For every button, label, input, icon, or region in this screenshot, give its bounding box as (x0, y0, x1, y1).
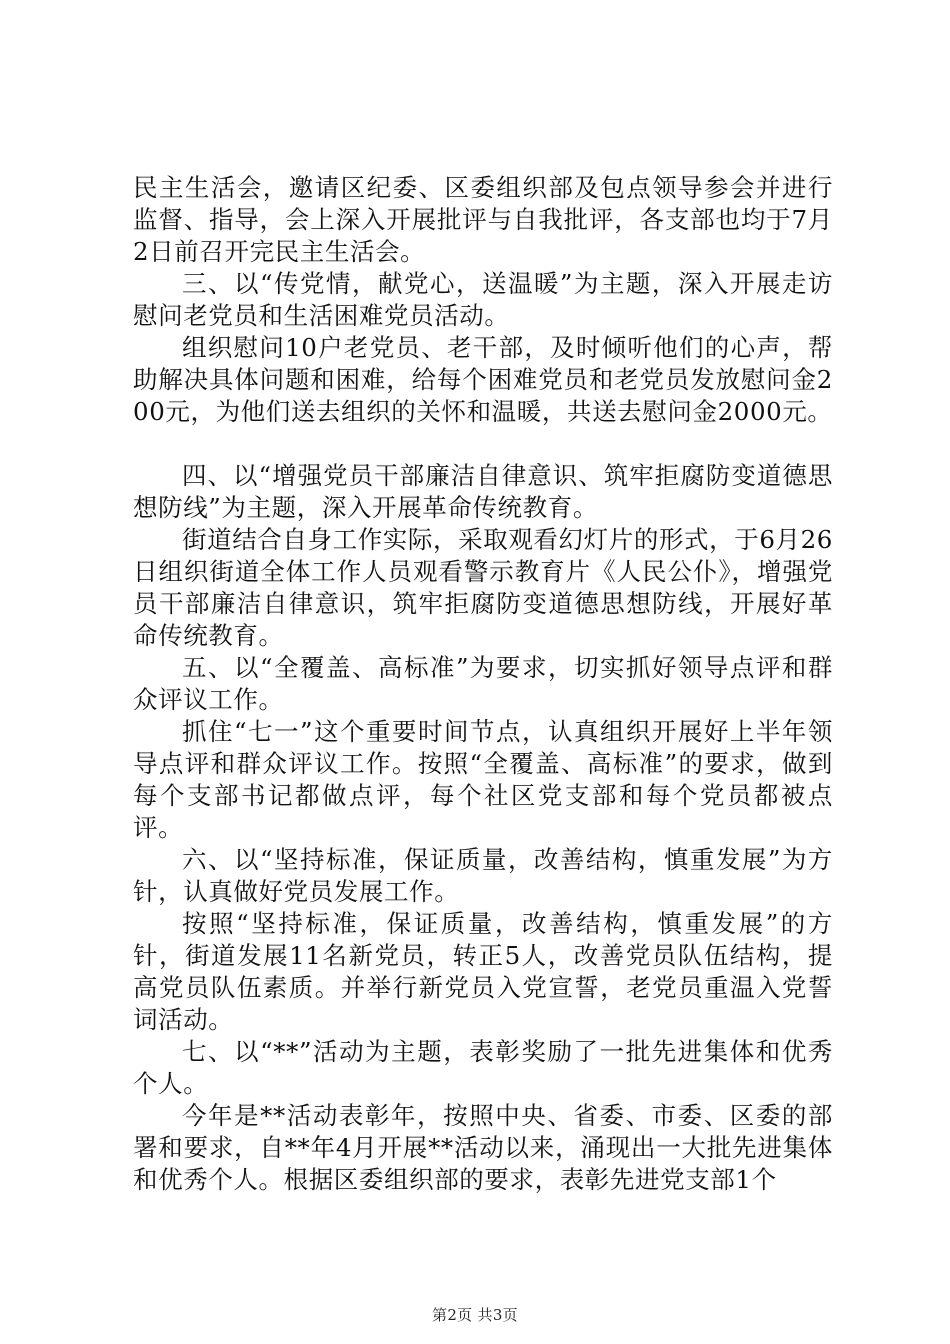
document-body (133, 172, 833, 1196)
section-heading-4: 四、以“增强党员干部廉洁自律意识、筑牢拒腐防变道德思想防线”为主题，深入开展革命传统教育。 (133, 461, 833, 522)
paragraph-continued-democratic-life-meeting: 民主生活会，邀请区纪委、区委组织部及包点领导参会并进行监督、指导，会上深入开展批评与自我批评，各支部也均于7月2日前召开完民主生活会。 (133, 173, 833, 266)
paragraph-commendation: 今年是**活动表彰年，按照中央、省委、市委、区委的部署和要求，自**年4月开展**活动以来，涌现出一大批先进集体和优秀个人。根据区委组织部的要求，表彰先进党支部1个 (133, 1101, 833, 1194)
paragraph-member-development: 按照“坚持标准，保证质量，改善结构，慎重发展”的方针，街道发展11名新党员，转正5人，改善党员队伍结构，提高党员队伍素质。并举行新党员入党宣誓，老党员重温入党誓词活动。 (133, 909, 833, 1034)
section-heading-6: 六、以“坚持标准，保证质量，改善结构，慎重发展”为方针，认真做好党员发展工作。 (133, 845, 833, 906)
paragraph-leader-review: 抓住“七一”这个重要时间节点，认真组织开展好上半年领导点评和群众评议工作。按照“全覆盖、高标准”的要求，做到每个支部书记都做点评，每个社区党支部和每个党员都被点评。 (133, 717, 833, 842)
paragraph-condolence-visits: 组织慰问10户老党员、老干部，及时倾听他们的心声，帮助解决具体问题和困难，给每个困难党员和老党员发放慰问金200元，为他们送去组织的关怀和温暖，共送去慰问金2000元。 (133, 333, 833, 426)
paragraph-warning-education: 街道结合自身工作实际，采取观看幻灯片的形式，于6月26日组织街道全体工作人员观看警示教育片《人民公仆》，增强党员干部廉洁自律意识，筑牢拒腐防变道德思想防线，开展好革命传统教育。 (133, 525, 833, 650)
section-heading-7: 七、以“**”活动为主题，表彰奖励了一批先进集体和优秀个人。 (133, 1037, 833, 1098)
section-heading-3: 三、以“传党情，献党心，送温暖”为主题，深入开展走访慰问老党员和生活困难党员活动。 (133, 269, 833, 330)
page-number-footer: 第2页 共3页 (432, 1306, 518, 1324)
section-heading-5: 五、以“全覆盖、高标准”为要求，切实抓好领导点评和群众评议工作。 (133, 653, 833, 714)
paragraph-gap (133, 428, 833, 460)
